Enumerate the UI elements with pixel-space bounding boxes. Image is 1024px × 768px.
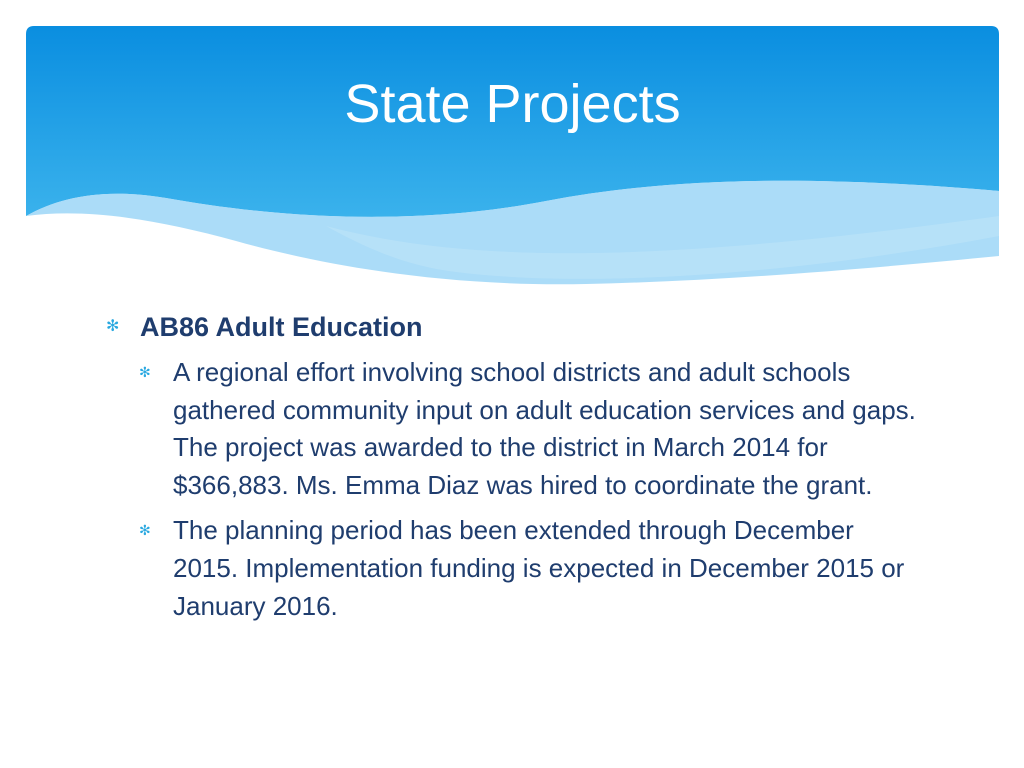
sub-bullet-text: The planning period has been extended through December 2015. Implementation funding is expected in December 2015 or January 2016. [173,515,905,621]
slide-content [106,308,916,625]
sub-bullet-item [139,354,916,504]
bullet-item [106,308,916,346]
slide-title: State Projects [344,74,681,134]
bullet-label: AB86 Adult Education [140,312,423,342]
sub-bullet-text: A regional effort involving school districts and adult schools gathered community input on adult education services and gaps. The project was awarded to the district in March 2014 for $366,883. Ms. Emma Diaz was hired to coordinate the grant. [173,357,916,500]
asterisk-bullet-icon: ✻ [139,522,151,539]
title-header-banner [26,26,999,288]
wave-banner-graphic [26,26,999,288]
asterisk-bullet-icon: ✻ [106,318,120,335]
sub-bullet-item [139,512,916,625]
asterisk-bullet-icon: ✻ [139,364,151,380]
